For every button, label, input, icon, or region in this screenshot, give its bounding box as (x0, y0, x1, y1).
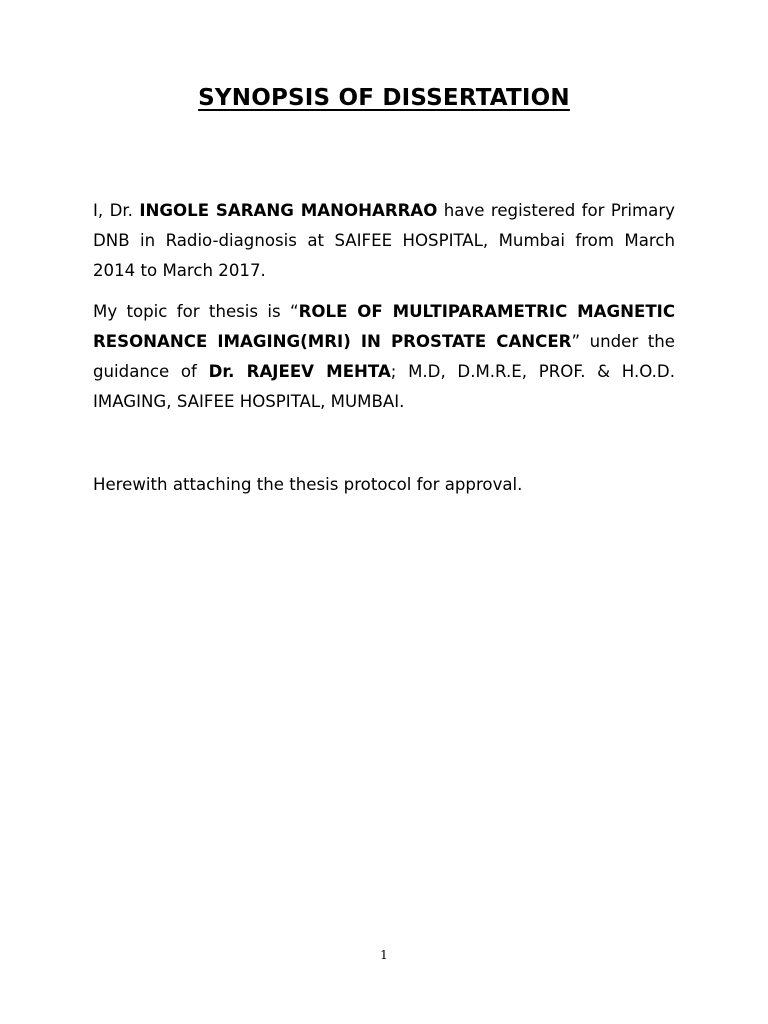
guidance-text: ” under the guidance of (93, 332, 675, 381)
guide-credentials: ; M.D, D.M.R.E, PROF. & H.O.D. IMAGING, SAIFEE HOSPITAL, MUMBAI. (93, 362, 675, 411)
page-number: 1 (380, 948, 388, 962)
registration-details: have registered for Primary DNB in Radio-diagnosis at SAIFEE HOSPITAL, Mumbai from March 2014 to March 2017. (93, 201, 675, 280)
guide-name: Dr. RAJEEV MEHTA (208, 362, 391, 381)
document-title: SYNOPSIS OF DISSERTATION (198, 85, 570, 111)
registration-prefix: I, Dr. (93, 201, 140, 220)
attachment-paragraph: Herewith attaching the thesis protocol for approval. (93, 475, 523, 494)
topic-prefix: My topic for thesis is “ (93, 302, 299, 321)
candidate-name: INGOLE SARANG MANOHARRAO (139, 201, 438, 220)
thesis-topic: ROLE OF MULTIPARAMETRIC MAGNETIC RESONANCE IMAGING(MRI) IN PROSTATE CANCER (93, 302, 675, 351)
registration-paragraph (93, 196, 675, 286)
document-body (93, 196, 675, 500)
thesis-topic-paragraph (93, 297, 675, 417)
